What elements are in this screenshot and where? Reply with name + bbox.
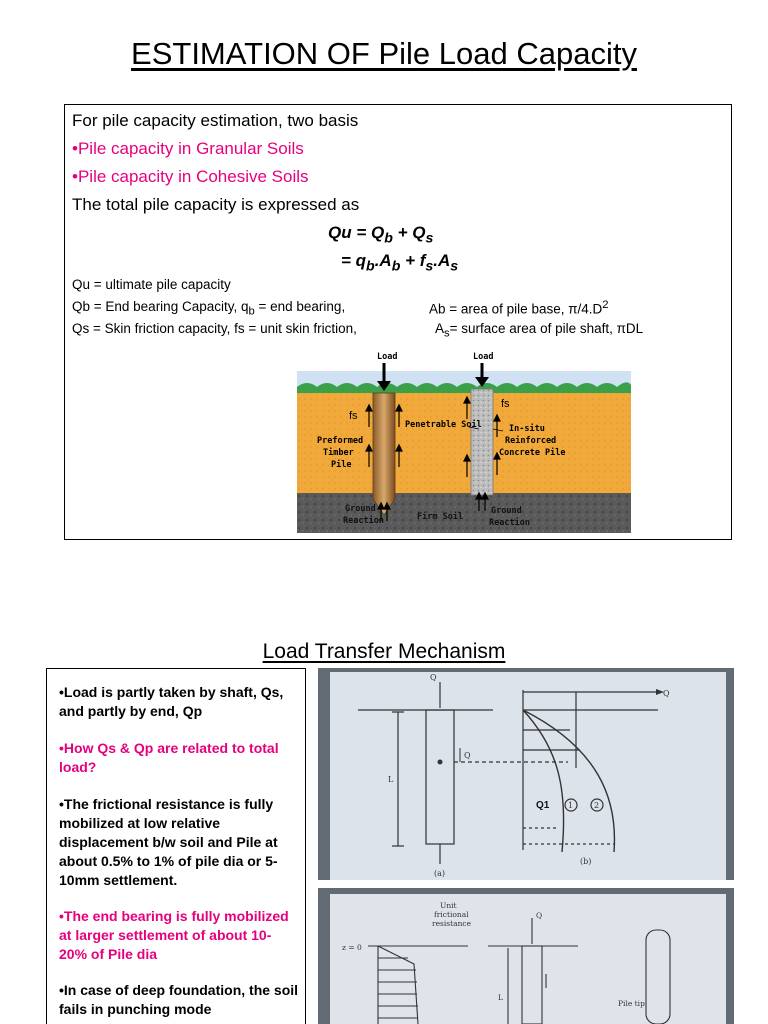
label-reinforced: Reinforced [505,436,557,446]
paragraph-2: •How Qs & Qp are related to total load? [59,740,279,775]
label-penetrable-soil: Penetrable Soil [405,420,482,430]
definition-qs: Qs = Skin friction capacity, fs = unit skin friction, [72,321,357,336]
label-ground-2b: Reaction [489,518,530,528]
fig2-l: L [498,993,503,1002]
label-load-right: Load [473,352,494,362]
fig1-circle-2: 2 [594,801,600,810]
definition-qb: Qb = End bearing Capacity, $q_b$ = end bearing, [72,299,346,318]
load-transfer-box [46,668,306,1024]
label-concrete-pile: Concrete Pile [499,448,566,458]
fig1-q1: Q [464,751,471,760]
paragraph-3: •The frictional resistance is fully mobilized at low relative displacement b/w soil and Pile at about 0.5% to 1% of pile dia or 5-10mm settlement. [59,796,278,888]
fig2-frictional: frictional [434,910,469,919]
label-insitu: In-situ [509,424,545,434]
paragraph-5: •In case of deep foundation, the soil fails in punching mode [59,982,299,1017]
fig1-caption-b: (b) [580,857,592,866]
definition-as: $A_s=$ surface area of pile shaft, πDL [435,321,644,340]
bullet-granular: •Pile capacity in Granular Soils [72,139,304,158]
label-fs-left: fs [349,410,358,422]
frictional-resistance-figure [318,888,734,1024]
load-transfer-figure [318,668,734,880]
label-fs-right: fs [501,398,510,410]
total-capacity-text: The total pile capacity is expressed as [72,195,360,214]
fig2-resistance: resistance [432,919,472,928]
pile-capacity-box [64,104,732,540]
fig1-q-right: Q [663,689,670,698]
definition-ab: Ab = area of pile base, $\pi/4.D^2$ [429,299,609,317]
label-ground-1b: Reaction [343,516,384,526]
paragraph-1: •Load is partly taken by shaft, Qs, and partly by end, Qp [59,684,284,719]
page-title: ESTIMATION OF Pile Load Capacity [131,36,637,71]
equation-2: = $q_b.A_b + f_s.A_s$ [341,251,459,275]
intro-text: For pile capacity estimation, two basis [72,111,359,130]
bullet-cohesive: •Pile capacity in Cohesive Soils [72,167,309,186]
fig1-q-top: Q [430,673,437,682]
definition-qu: Qu = ultimate pile capacity [72,277,231,292]
fig1-circle-1: 1 [568,801,574,810]
label-pile: Pile [331,460,352,470]
fig2-z0: z = 0 [342,943,362,952]
label-firm-soil: Firm Soil [417,512,464,522]
fig1-l: L [388,775,394,784]
label-timber: Timber [323,448,354,458]
label-preformed: Preformed [317,436,364,446]
label-ground-2a: Ground [491,506,522,516]
fig1-label-q1: Q1 [536,800,550,811]
label-load-left: Load [377,352,398,362]
paragraph-4: •The end bearing is fully mobilized at larger settlement of about 10-20% of Pile dia [59,908,289,962]
section-heading: Load Transfer Mechanism [262,640,506,663]
label-ground-1a: Ground [345,504,376,514]
fig2-q: Q [536,911,543,920]
pile-diagram [297,349,631,533]
equation-1: $Qu = Q_b + Q_s$ [328,223,434,247]
fig1-caption-a: (a) [434,869,446,878]
fig2-pile-tip: Pile tip [618,999,645,1008]
fig2-unit: Unit [440,901,457,910]
